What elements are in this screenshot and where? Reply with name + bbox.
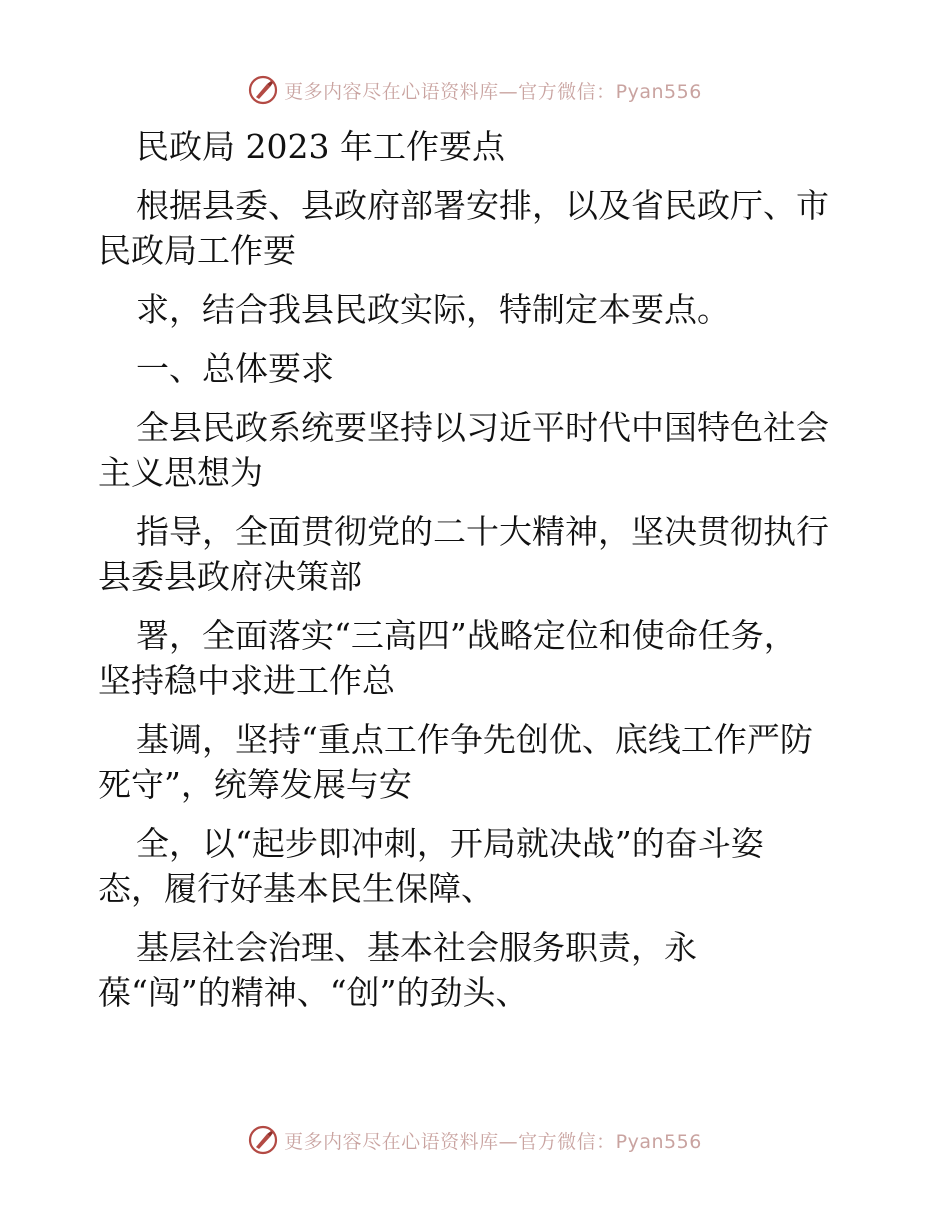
paragraph-line: 坚持稳中求进工作总 bbox=[98, 661, 395, 700]
watermark-text: 更多内容尽在心语资料库—官方微信：Pyan556 bbox=[284, 1130, 702, 1153]
paragraph-line: 基层社会治理、基本社会服务职责，永 bbox=[136, 928, 697, 967]
pen-nib-logo-icon bbox=[248, 1125, 278, 1155]
paragraph-line: 民政局工作要 bbox=[98, 231, 296, 270]
paragraph-line: 全县民政系统要坚持以习近平时代中国特色社会 bbox=[136, 408, 829, 447]
paragraph-line: 县委县政府决策部 bbox=[98, 557, 362, 596]
section-heading: 一、总体要求 bbox=[136, 349, 334, 388]
paragraph-line: 署，全面落实“三高四”战略定位和使命任务， bbox=[136, 616, 797, 655]
paragraph-line: 死守”，统筹发展与安 bbox=[98, 765, 412, 804]
document-body bbox=[98, 124, 858, 1015]
paragraph-line: 指导，全面贯彻党的二十大精神，坚决贯彻执行 bbox=[136, 512, 829, 551]
footer-watermark bbox=[0, 1122, 950, 1158]
paragraph-line: 态，履行好基本民生保障、 bbox=[98, 869, 494, 908]
paragraph-line: 葆“闯”的精神、“创”的劲头、 bbox=[98, 973, 529, 1012]
paragraph-line: 主义思想为 bbox=[98, 453, 263, 492]
paragraph-line: 求，结合我县民政实际，特制定本要点。 bbox=[136, 290, 730, 329]
document-title: 民政局 2023 年工作要点 bbox=[136, 127, 505, 166]
paragraph-line: 基调，坚持“重点工作争先创优、底线工作严防 bbox=[136, 720, 813, 759]
header-watermark bbox=[0, 72, 950, 108]
paragraph-line: 根据县委、县政府部署安排，以及省民政厅、市 bbox=[136, 186, 829, 225]
paragraph-line: 全，以“起步即冲刺，开局就决战”的奋斗姿 bbox=[136, 824, 764, 863]
pen-nib-logo-icon bbox=[248, 75, 278, 105]
watermark-text: 更多内容尽在心语资料库—官方微信：Pyan556 bbox=[284, 80, 702, 103]
